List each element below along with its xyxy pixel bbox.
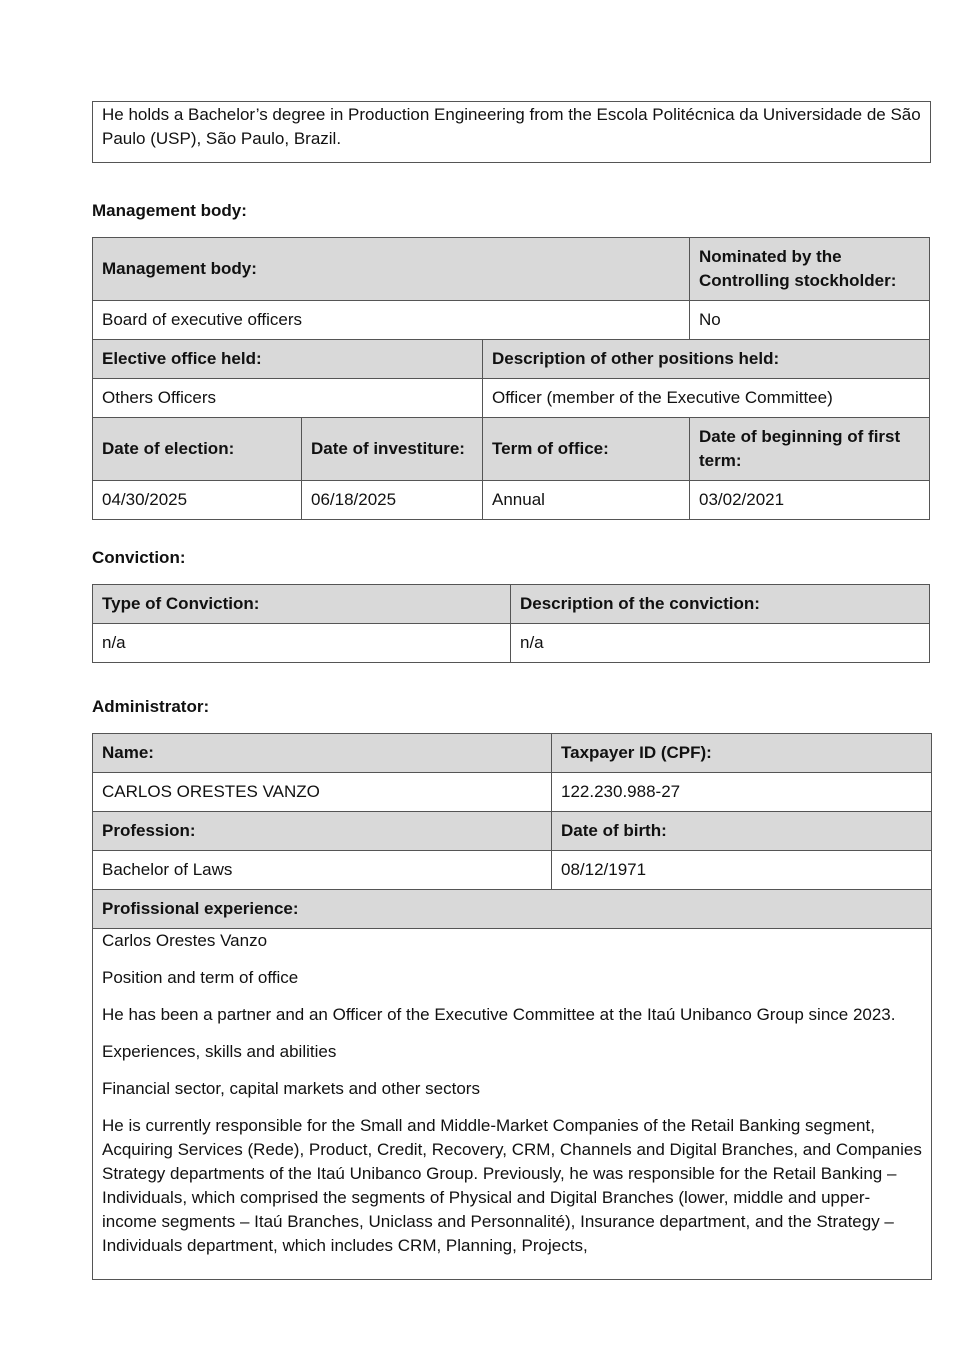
management-body-header: Management body: [93,238,690,301]
management-body-value: Board of executive officers [93,301,690,340]
table-row [93,929,932,1280]
table-row [93,812,932,851]
other-positions-header: Description of other positions held: [483,340,930,379]
table-row [93,379,930,418]
management-section-title: Management body: [92,201,247,220]
date-election-header: Date of election: [93,418,302,481]
first-term-header: Date of beginning of first term: [690,418,930,481]
experience-paragraph: Carlos Orestes Vanzo [102,931,268,950]
other-positions-value: Officer (member of the Executive Committee) [483,379,930,418]
profession-header: Profession: [93,812,552,851]
date-election-value: 04/30/2025 [93,481,302,520]
name-header: Name: [93,734,552,773]
table-row [93,773,932,812]
administrator-table [92,733,932,1280]
management-table [92,237,930,520]
conviction-section-title: Conviction: [92,548,186,567]
table-row [93,238,930,301]
elective-office-header: Elective office held: [93,340,483,379]
cpf-header: Taxpayer ID (CPF): [552,734,932,773]
table-row [93,481,930,520]
experience-header: Profissional experience: [93,890,932,929]
date-investiture-header: Date of investiture: [302,418,483,481]
birth-header: Date of birth: [552,812,932,851]
elective-office-value: Others Officers [93,379,483,418]
term-office-value: Annual [483,481,690,520]
experience-paragraph: He is currently responsible for the Small and Middle-Market Companies of the Retail Banking segment, Acquiring Services (Rede), Product, Credit, Recovery, CRM, Channels and Digital Branches, and Companies Strategy departments of the Itaú Unibanco Group. Previously, he was responsible for the Retail Banking – Individuals, which comprised the segments of Physical and Digital Branches (lower, middle and upper-income segments – Itaú Branches, Uniclass and Personnalité), Insurance department, and the Strategy – Individuals department, which includes CRM, Planning, Projects, [102,1116,922,1255]
education-box [92,101,931,163]
date-investiture-value: 06/18/2025 [302,481,483,520]
nominated-value: No [690,301,930,340]
administrator-section-title: Administrator: [92,697,210,716]
table-row [93,624,930,663]
conviction-table [92,584,930,663]
experience-paragraph: Position and term of office [102,968,299,987]
table-row [93,734,932,773]
table-row [93,418,930,481]
name-value: CARLOS ORESTES VANZO [93,773,552,812]
conviction-description-value: n/a [511,624,930,663]
experience-paragraph: He has been a partner and an Officer of the Executive Committee at the Itaú Unibanco Group since 2023. [102,1005,896,1024]
first-term-value: 03/02/2021 [690,481,930,520]
cpf-value: 122.230.988-27 [552,773,932,812]
birth-value: 08/12/1971 [552,851,932,890]
experience-cell [93,929,932,1280]
conviction-type-value: n/a [93,624,511,663]
table-row [93,301,930,340]
experience-paragraph: Financial sector, capital markets and other sectors [102,1079,480,1098]
profession-value: Bachelor of Laws [93,851,552,890]
education-text: He holds a Bachelor’s degree in Production Engineering from the Escola Politécnica da Universidade de São Paulo (USP), São Paulo, Brazil. [102,105,921,148]
table-row [93,851,932,890]
table-row [93,585,930,624]
conviction-type-header: Type of Conviction: [93,585,511,624]
experience-paragraph: Experiences, skills and abilities [102,1042,337,1061]
term-office-header: Term of office: [483,418,690,481]
nominated-header: Nominated by the Controlling stockholder: [690,238,930,301]
table-row [93,890,932,929]
conviction-description-header: Description of the conviction: [511,585,930,624]
table-row [93,340,930,379]
